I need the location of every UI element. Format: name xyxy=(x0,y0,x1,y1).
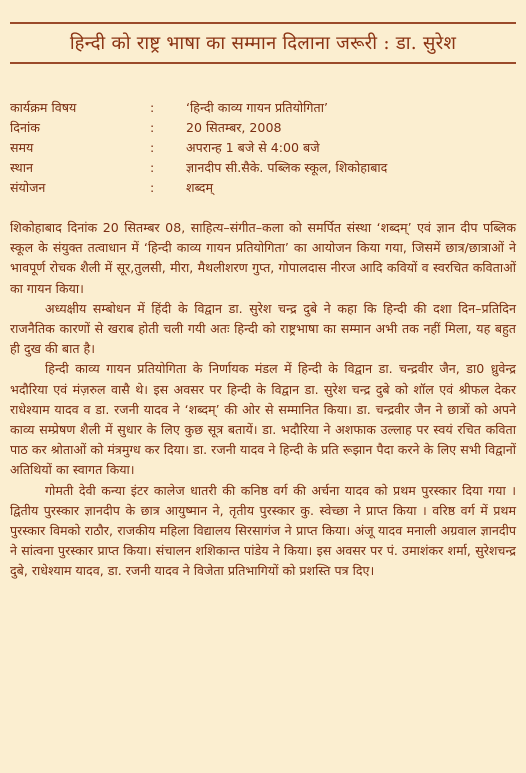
paragraph-intro: शिकोहाबाद दिनांक 20 सितम्बर 08, साहित्य–संगीत–कला को समर्पित संस्था ‘शब्दम्’ एवं ज्ञान दीप पब्लिक स्कूल के संयुक्त तत्वाधान में ‘हिन्दी काव्य गायन प्रतियोगिता’ का आयोजन किया गया, जिसमें छात्र/छात्राओं ने भावपूर्ण रोचक शैली में सूर,तुलसी, मीरा, मैथलीशरण गुप्त, गोपालदास नीरज आदि कवियों व स्वरचित कविताओं का गायन किया। xyxy=(10,220,516,296)
detail-value: 20 सितम्बर, 2008 xyxy=(186,120,282,135)
paragraph-address: अध्यक्षीय सम्बोधन में हिंदी के विद्वान डा. सुरेश चन्द्र दुबे ने कहा कि हिन्दी की दशा दिन–प्रतिदिन राजनैतिक कारणों से खराब होती चली गयी अतः हिन्दी को राष्ट्रभाषा का सम्मान अभी तक नहीं मिला, यह बहुत ही दुख की बात है। xyxy=(10,300,516,357)
detail-value: ‘हिन्दी काव्य गायन प्रतियोगिता’ xyxy=(186,100,328,115)
detail-label: स्थान xyxy=(10,160,33,175)
document-page xyxy=(0,22,526,773)
detail-row-date xyxy=(10,118,516,138)
title-banner xyxy=(10,22,516,64)
detail-label: दिनांक xyxy=(10,120,40,135)
detail-separator: : xyxy=(150,180,155,195)
detail-value: अपरान्ह 1 बजे से 4:00 बजे xyxy=(186,140,320,155)
detail-label: संयोजन xyxy=(10,180,46,195)
event-details xyxy=(10,98,516,198)
detail-row-venue xyxy=(10,158,516,178)
detail-row-topic xyxy=(10,98,516,118)
detail-label: समय xyxy=(10,140,34,155)
detail-separator: : xyxy=(150,160,155,175)
detail-label: कार्यक्रम विषय xyxy=(10,100,77,115)
paragraph-winners: गोमती देवी कन्या इंटर कालेज धातरी की कनिष्ठ वर्ग की अर्चना यादव को प्रथम पुरस्कार दिया गया । द्वितीय पुरस्कार ज्ञानदीप के छात्र आयुष्मान ने, तृतीय पुरस्कार कु. स्वेच्छा ने प्राप्त किया । वरिष्ठ वर्ग में प्रथम पुरस्कार विमको राठौर, राजकीय महिला विद्यालय सिरसागंज ने प्राप्त किया। अंजू यादव मनाली अग्रवाल ज्ञानदीप ने सांत्वना पुरस्कार प्राप्त किया। संचालन शशिकान्त पांडेय ने किया। इस अवसर पर पं. उमाशंकर शर्मा, सुरेशचन्द्र दुबे, राधेश्याम यादव, डा. रजनी यादव ने विजेता प्रतिभागियों को प्रशस्ति पत्र दिए। xyxy=(10,482,516,579)
detail-value: शब्दम् xyxy=(186,180,213,195)
detail-separator: : xyxy=(150,100,155,115)
detail-row-time xyxy=(10,138,516,158)
page-title: हिन्दी को राष्ट्र भाषा का सम्मान दिलाना जरूरी : डा. सुरेश xyxy=(69,33,457,54)
detail-separator: : xyxy=(150,120,155,135)
detail-row-organizer xyxy=(10,178,516,198)
detail-separator: : xyxy=(150,140,155,155)
detail-value: ज्ञानदीप सी.सैके. पब्लिक स्कूल, शिकोहाबाद xyxy=(186,160,388,175)
article-body xyxy=(10,218,516,582)
paragraph-judges: हिन्दी काव्य गायन प्रतियोगिता के निर्णायक मंडल में हिन्दी के विद्वान डा. चन्द्रवीर जैन, डा0 ध्रुवेन्द्र भदौरिया एवं मंज़रुल वासै थे। इस अवसर पर हिन्दी के विद्वान डा. सुरेश चन्द्र दुबे को शॉल एवं श्रीफल देकर राधेश्याम यादव व डा. रजनी यादव ने ‘शब्दम्’ की ओर से सम्मानित किया। डा. चन्द्रवीर जैन ने छात्रों को अपने काव्य सम्प्रेषण शैली में सुधार के लिए कुछ सूत्र बतायें। डा. भदौरिया ने अशफाक उल्लाह पर स्वयं रचित कविता पाठ कर श्रोताओं को मंत्रमुग्ध कर दिया। डा. रजनी यादव ने हिन्दी के प्रति रूझान पैदा करने के लिए सभी विद्वानों अतिथियों का स्वागत किया। xyxy=(10,361,516,478)
